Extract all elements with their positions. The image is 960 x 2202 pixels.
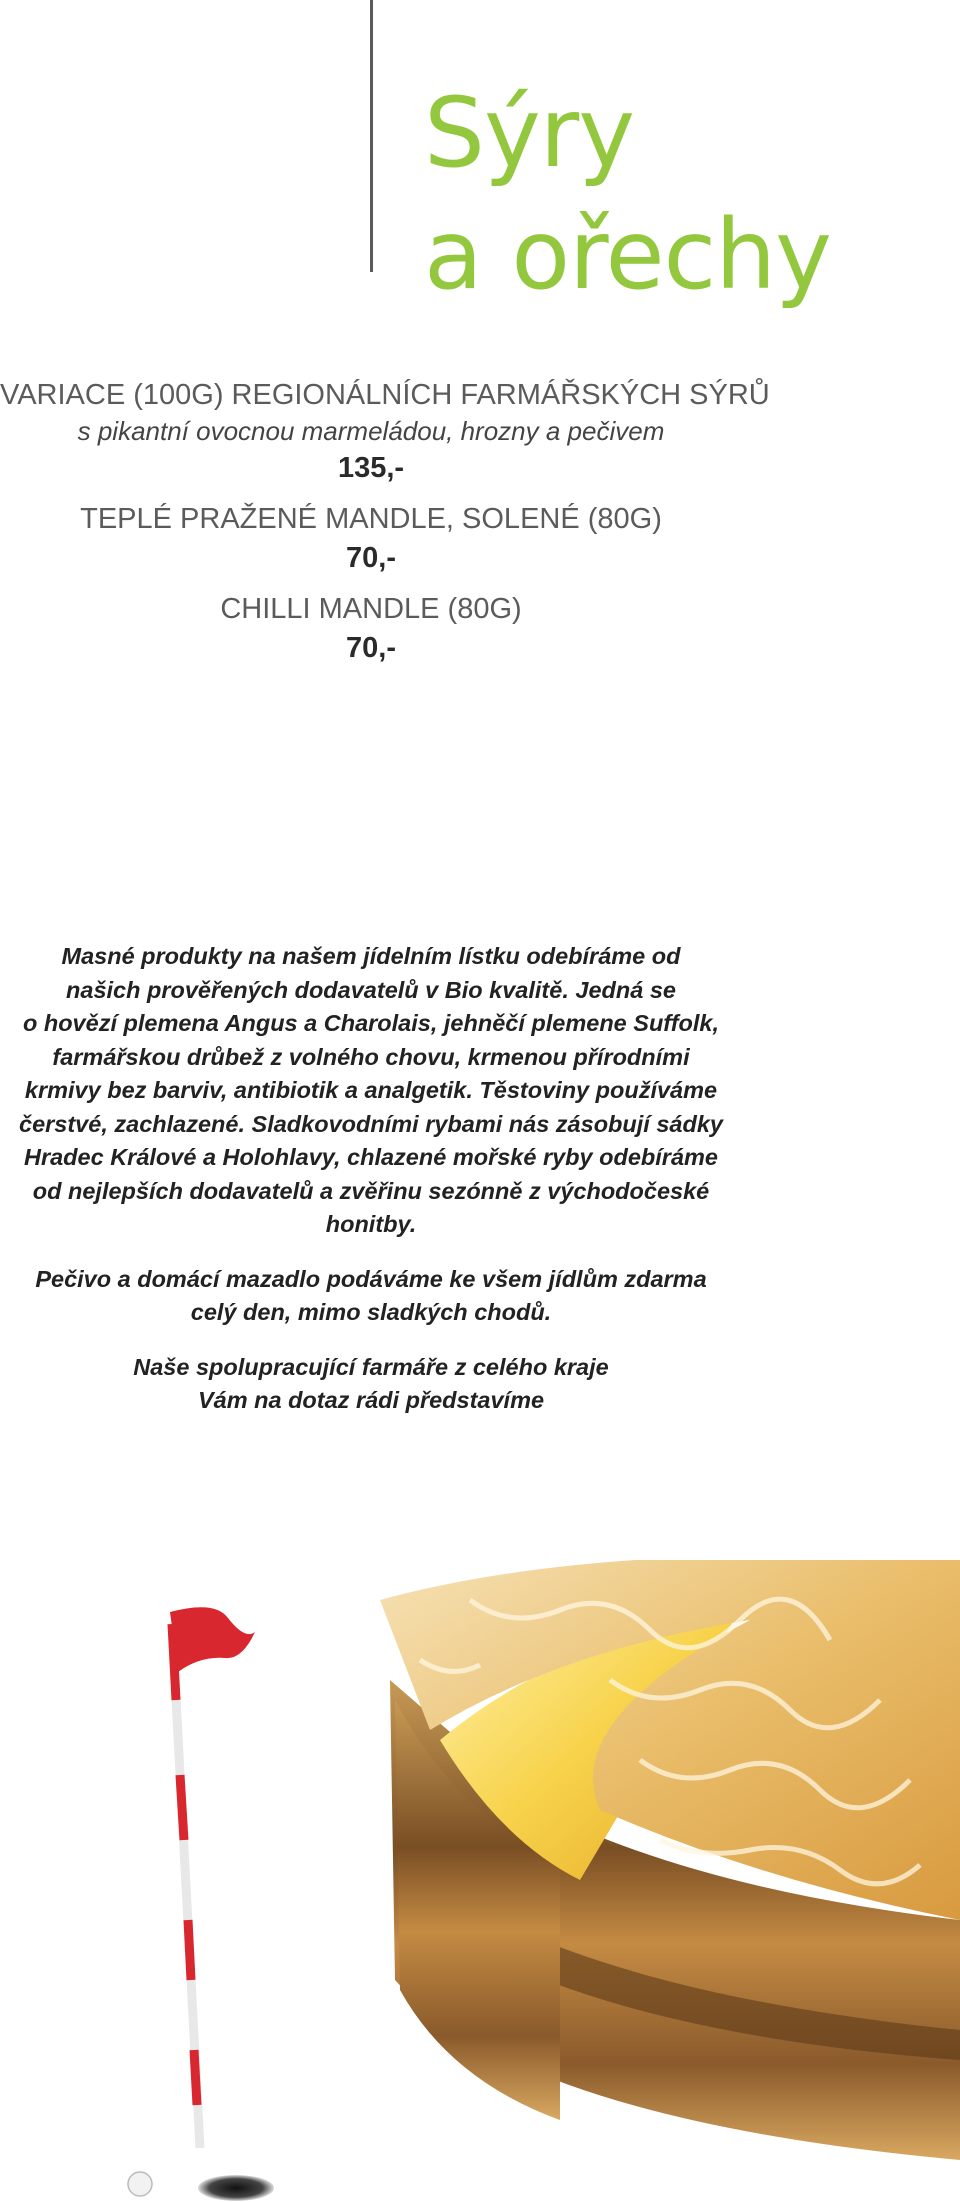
info-line: Pečivo a domácí mazadlo podáváme ke všem jídlům zdarma xyxy=(35,1265,707,1292)
golf-hole xyxy=(198,2175,274,2201)
menu-item-name: TEPLÉ PRAŽENÉ MANDLE, SOLENÉ (80G) xyxy=(80,503,662,535)
info-text xyxy=(0,940,742,1439)
vertical-divider xyxy=(370,0,373,272)
info-line: Masné produkty na našem jídelním lístku odebíráme od xyxy=(61,943,681,969)
info-line: honitby. xyxy=(325,1211,417,1237)
page-title xyxy=(424,72,831,316)
info-line: čerstvé, zachlazené. Sladkovodními rybami nás zásobují sádky xyxy=(19,1110,723,1137)
farmers-paragraph xyxy=(0,1351,742,1418)
bread-paragraph xyxy=(0,1263,742,1330)
info-line: farmářskou drůbež z volného chovu, krmenou přírodními xyxy=(52,1043,690,1070)
menu-item-chilli-almonds xyxy=(0,590,742,668)
info-line: od nejlepších dodavatelů a zvěřinu sezónně z východočeské xyxy=(32,1177,710,1204)
title-line-2: a ořechy xyxy=(424,199,831,311)
menu-item-description: s pikantní ovocnou marmeládou, hrozny a pečivem xyxy=(77,416,665,446)
info-line: Hradec Králové a Holohlavy, chlazené mořské ryby odebíráme xyxy=(24,1144,718,1170)
info-line: krmivy bez barviv, antibiotik a analgetik. Těstoviny používáme xyxy=(24,1077,718,1103)
info-line: celý den, mimo sladkých chodů. xyxy=(190,1299,552,1325)
menu-item-price: 135,- xyxy=(337,452,405,484)
menu-item-salted-almonds xyxy=(0,500,742,578)
menu-list xyxy=(0,376,770,680)
menu-item-cheese-variation xyxy=(0,376,770,488)
title-line-1: Sýry xyxy=(424,77,635,189)
flag-cloth xyxy=(170,1607,255,1672)
menu-item-name: CHILLI MANDLE (80G) xyxy=(220,593,522,625)
golf-flag-icon xyxy=(128,1607,274,2201)
info-line: o hovězí plemena Angus a Charolais, jehněčí plemene Suffolk, xyxy=(22,1010,720,1036)
info-line: našich prověřených dodavatelů v Bio kvalitě. Jedná se xyxy=(66,976,676,1003)
info-line: Naše spolupracující farmáře z celého kraje xyxy=(133,1353,609,1380)
golf-ball-icon xyxy=(128,2172,152,2196)
menu-item-price: 70,- xyxy=(346,632,396,664)
menu-item-name: VARIACE (100G) REGIONÁLNÍCH FARMÁŘSKÝCH SÝRŮ xyxy=(0,379,770,411)
info-line: Vám na dotaz rádi představíme xyxy=(197,1387,545,1413)
menu-item-price: 70,- xyxy=(346,542,396,574)
cheese-golf-photo xyxy=(0,1560,960,2202)
sourcing-paragraph xyxy=(0,940,742,1242)
